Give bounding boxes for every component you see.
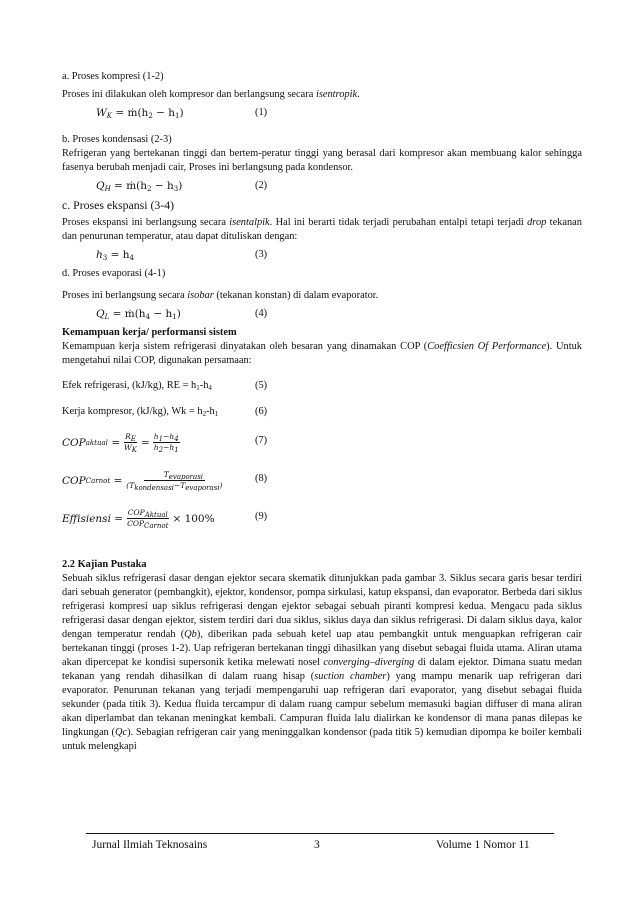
equation-number: (5) [255,380,268,391]
performance-text: Kemampuan kerja sistem refrigerasi dinyatakan oleh besaran yang dinamakan COP (Coefficsien Of Performance). Untuk mengetahui nilai COP, digunakan persamaan: [62,341,582,366]
equation-4: $Q_L$ = $ṁ(h_4 - h_1)$ (4) [96,308,268,321]
equation-number: (9) [255,511,268,522]
document-body [62,70,582,754]
section-c-text: Proses ekspansi ini berlangsung secara isentalpik. Hal ini berarti tidak terjadi perubahan entalpi tetapi terjadi drop tekanan dan penurunan temperatur, atau dapat dituliskan dengan: [62,217,582,242]
equation-number: (7) [255,435,268,446]
equation-2: $Q_H$ = $ṁ(h_2 - h_3)$ (2) [96,180,268,193]
equation-8: COP Carnot = $\frac{T_{evaporasi}}{(T_{kondensasi}-T_{evaporasi})}$ (8) [62,470,268,492]
equation-5: Efek refrigerasi, (kJ/kg), RE = $h_1-h_4$ (5) [62,380,268,392]
equation-number: (2) [255,180,268,191]
footer-journal: Jurnal Ilmiah Teknosains [92,839,208,851]
kajian-paragraph: Sebuah siklus refrigerasi dasar dengan ejektor secara skematik ditunjukkan pada gambar 3. Siklus secara garis besar terdiri dari sebuah generator (pembangkit), ejektor, kondensor, pompa sirkulasi, katup ekspansi, dan evaporator. Berbeda dari siklus refrigerasi kompresi uap siklus refrigerasi dengan ejektor sebagai sebuah piranti kompresi kedua. Mengacu pada siklus refrigerasi dasar dengan ejektor, sistem terdiri dari dua siklus, siklus daya dan siklus refrigerasi. Di dalam siklus daya, kalor dengan temperatur rendah (Qb), diberikan pada sebuah ketel uap atau pembangkit untuk menguapkan refrigeran cair bertekanan tinggi (proses 1-2). Uap refrigeran bertekanan tinggi dihasilkan yang disebut sebagai fluida utama. Aliran utama akan dipercepat ke kondisi supersonik ketika melewati nosel converging–diverging di dalam ejektor. Dimana suatu medan tekanan yang rendah dihasilkan di dalam ruang hisap (suction chamber) yang mampu menarik uap refrigeran dari evaporator. Penurunan tekanan yang terjadi mempengaruhi uap refrigeran dari evaporator, yang disebut sebagai fluida sekunder (pada titik 3). Kedua fluida tercampur di dalam ruang campur sebelum memasuki bagian diffuser di mana aliran akan diperlambat dan tekanan meningkat kembali. Campuran fluida lalu dialirkan ke kondensor di mana panas dilepas ke lingkungan (Qc). Sebagian refrigeran cair yang meninggalkan kondensor (pada titik 5) kemudian dipompa ke boiler kembali untuk melengkapi [62,573,583,752]
equation-number: (6) [255,406,268,417]
equation-9: Effisiensi = $\frac{COP_{Aktual}}{COP_{Carnot}}$ × 100% (9) [62,508,268,530]
equation-7: COP aktual = $\frac{R_E}{W_K}$ = $\frac{h_1-h_4}{h_2-h_1}$ (7) [62,432,268,454]
equation-number: (1) [255,107,268,118]
section-a-title: a. Proses kompresi (1-2) [62,71,164,82]
equation-number: (4) [255,308,268,319]
equation-number: (3) [255,249,268,260]
kajian-heading: 2.2 Kajian Pustaka [62,559,147,570]
section-b-text: Refrigeran yang bertekanan tinggi dan bertem-peratur tinggi yang berasal dari kompresor akan membuang kalor sehingga fasenya berubah menjadi cair, Proses ini berlangsung pada kondensor. [62,148,582,173]
section-b-title: b. Proses kondensasi (2-3) [62,134,172,145]
equation-number: (8) [255,473,268,484]
section-c-title: c. Proses ekspansi (3-4) [62,198,175,212]
equation-3: $h_3 = h_4$ (3) [96,249,268,262]
footer-volume: Volume 1 Nomor 11 [436,839,530,851]
footer-page-number: 3 [314,839,320,851]
performance-heading: Kemampuan kerja/ performansi sistem [62,327,237,338]
section-d-text: Proses ini berlangsung secara isobar (tekanan konstan) di dalam evaporator. [62,290,379,301]
equation-6: Kerja kompresor, (kJ/kg), $Wk = h_2-h_1$ (6) [62,406,268,418]
section-a-text: Proses ini dilakukan oleh kompresor dan berlangsung secara isentropik. [62,89,360,100]
equation-1: $W_K$ = $ṁ(h_2 - h_1)$ (1) [96,107,268,120]
section-d-title: d. Proses evaporasi (4-1) [62,268,166,279]
footer-divider [86,833,554,834]
